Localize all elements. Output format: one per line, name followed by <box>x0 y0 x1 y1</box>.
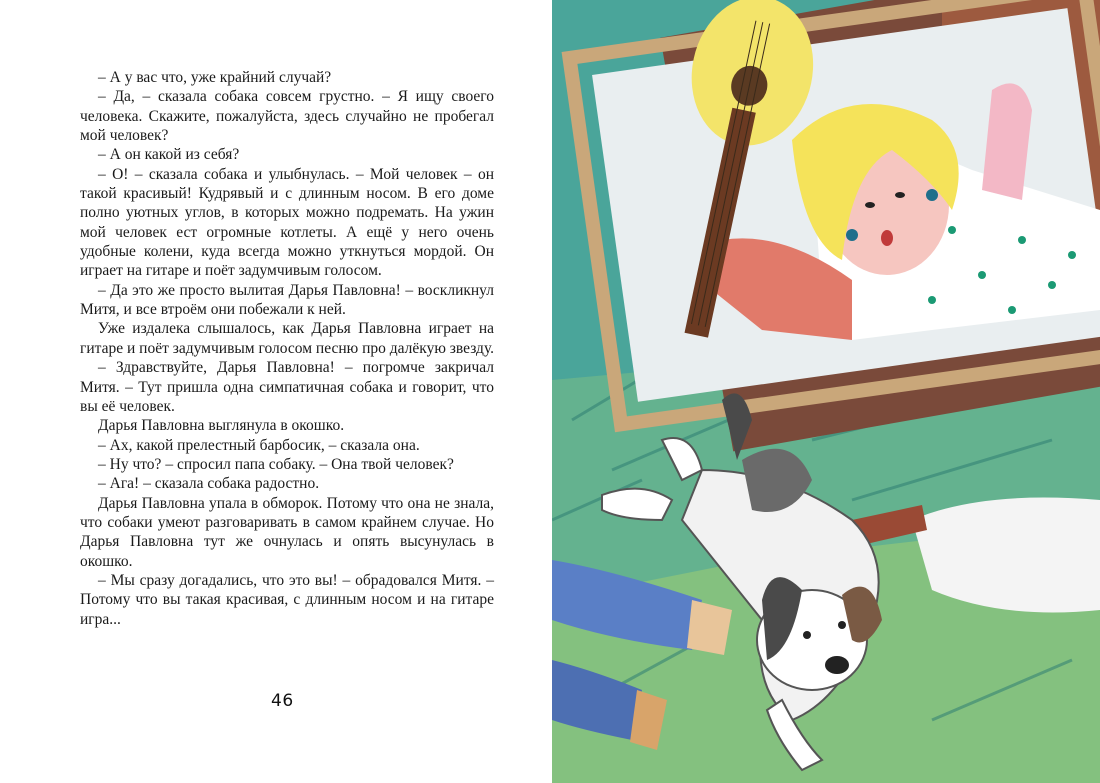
illustration <box>552 0 1100 783</box>
paragraph: – Да это же просто вылитая Дарья Павловна! – воскликнул Митя, и все втроём они побежали к ней. <box>80 281 494 319</box>
page-number: 46 <box>271 691 294 711</box>
earring-left <box>846 229 858 241</box>
paragraph: – А он какой из себя? <box>98 146 240 164</box>
paragraph: – Ах, какой прелестный барбосик, – сказала она. <box>98 436 420 454</box>
paragraph: – Ну что? – спросил папа собаку. – Она твой человек? <box>98 455 454 473</box>
watercolor-illustration <box>552 0 1100 783</box>
paragraph: – О! – сказала собака и улыбнулась. – Мой человек – он такой красивый! Кудрявый и с длинным носом. В его доме полно уютных углов, в которых можно подремать. На ужин мой человек ест огромные котлеты. А ещё у него очень удобные колени, куда всегда можно уткнуться мордой. Он играет на гитаре и поёт задумчивым голосом. <box>80 165 494 280</box>
mouth <box>881 230 893 246</box>
earring-right <box>926 189 938 201</box>
story-text <box>80 68 494 629</box>
paragraph: – Здравствуйте, Дарья Павловна! – погромче закричал Митя. – Тут пришла одна симпатичная собака и говорит, что вы её человек. <box>80 359 494 415</box>
paragraph: – Ага! – сказала собака радостно. <box>98 475 320 493</box>
paragraph: – Да, – сказала собака совсем грустно. – Я ищу своего человека. Скажите, пожалуйста, здесь случайно не пробегал мой человек? <box>80 88 494 145</box>
paragraph: Уже издалека слышалось, как Дарья Павловна играет на гитаре и поёт задумчивым голосом песню про далёкую звезду. <box>80 320 495 357</box>
eye-right <box>895 192 905 198</box>
paragraph: – Мы сразу догадались, что это вы! – обрадовался Митя. – Потому что вы такая красивая, с длинным носом и на гитаре игра... <box>80 571 494 628</box>
eye-left <box>865 202 875 208</box>
paragraph: Дарья Павловна выглянула в окошко. <box>98 417 345 435</box>
paragraph: Дарья Павловна упала в обморок. Потому что она не знала, что собаки умеют разговаривать в самом крайнем случае. Но Дарья Павловна тут же очнулась и опять высунулась в окошко. <box>80 494 494 570</box>
paragraph: – А у вас что, уже крайний случай? <box>98 69 332 86</box>
